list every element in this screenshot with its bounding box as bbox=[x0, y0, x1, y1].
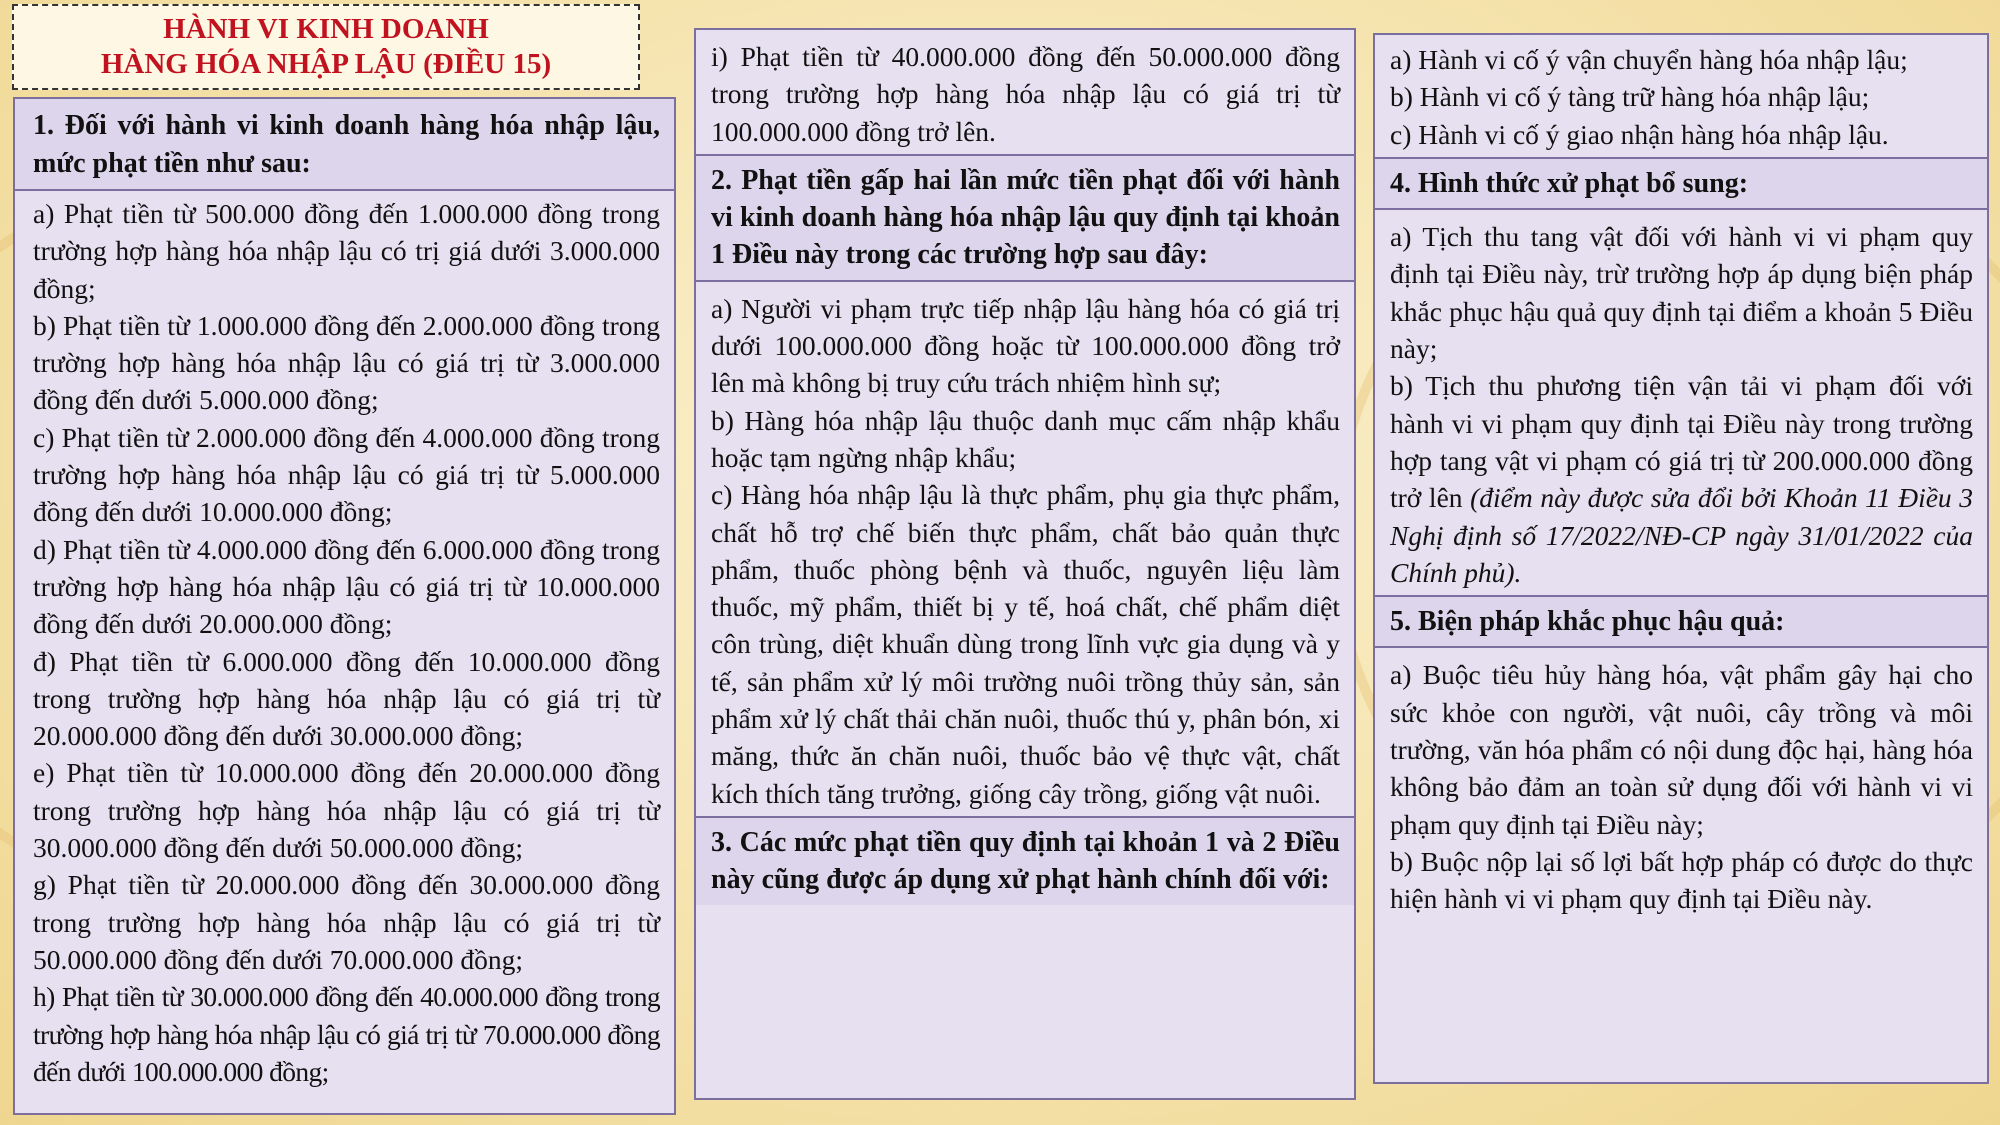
section-1-heading-text: 1. Đối với hành vi kinh doanh hàng hóa nhập lậu, mức phạt tiền như sau: bbox=[33, 110, 660, 179]
section-3-heading bbox=[696, 818, 1354, 905]
section-2-column bbox=[694, 28, 1356, 1100]
section-3-item-b: b) Hành vi cố ý tàng trữ hàng hóa nhập lậu; bbox=[1390, 81, 1870, 113]
section-4-heading bbox=[1375, 159, 1987, 210]
section-2-item-c: c) Hàng hóa nhập lậu là thực phẩm, phụ gia thực phẩm, chất hỗ trợ chế biến thực phẩm, chất bảo quản thực phẩm, thuốc phòng bệnh và thuốc, nguyên liệu làm thuốc, mỹ phẩm, thiết bị y tế, hoá chất, chế phẩm diệt côn trùng, diệt khuẩn dùng trong lĩnh vực gia dụng và y tế, sản phẩm xử lý môi trường nuôi trồng thủy sản, sản phẩm xử lý chất thải chăn nuôi, thuốc thú y, phân bón, xi măng, thức ăn chăn nuôi, thuốc bảo vệ thực vật, chất kích thích tăng trưởng, giống cây trồng, giống vật nuôi. bbox=[711, 479, 1340, 809]
section-4-heading-text: 4. Hình thức xử phạt bổ sung: bbox=[1390, 167, 1749, 199]
section-1-body bbox=[15, 191, 674, 1090]
section-5-item-a: a) Buộc tiêu hủy hàng hóa, vật phẩm gây hại cho sức khỏe con người, vật nuôi, cây trồng và môi trường, văn hóa phẩm có nội dung độc hại, hàng hóa không bảo đảm an toàn sử dụng đối với hành vi vi phạm quy định tại Điều này; bbox=[1390, 659, 1973, 840]
section-2-heading-text: 2. Phạt tiền gấp hai lần mức tiền phạt đối với hành vi kinh doanh hàng hóa nhập lậu quy định tại khoản 1 Điều này trong các trường hợp sau đây: bbox=[711, 164, 1340, 271]
section-5-item-b: b) Buộc nộp lại số lợi bất hợp pháp có được do thực hiện hành vi vi phạm quy định tại Điều này. bbox=[1390, 845, 1973, 915]
section-5-body bbox=[1375, 648, 1987, 921]
section-2-heading bbox=[696, 156, 1354, 282]
section-1-item-i bbox=[696, 30, 1354, 156]
section-3-heading-text: 3. Các mức phạt tiền quy định tại khoản 1 và 2 Điều này cũng được áp dụng xử phạt hành chính đối với: bbox=[711, 826, 1340, 896]
section-1-item-i-text: i) Phạt tiền từ 40.000.000 đồng đến 50.000.000 đồng trong trường hợp hàng hóa nhập lậu có giá trị từ 100.000.000 đồng trở lên. bbox=[711, 41, 1340, 147]
section-5-heading bbox=[1375, 597, 1987, 648]
section-3-body bbox=[1375, 35, 1987, 159]
title-line-1: HÀNH VI KINH DOANH bbox=[163, 13, 489, 45]
section-3-item-a: a) Hành vi cố ý vận chuyển hàng hóa nhập lậu; bbox=[1390, 44, 1908, 75]
section-1-item-e: e) Phạt tiền từ 10.000.000 đồng đến 20.000.000 đồng trong trường hợp hàng hóa nhập lậu có giá trị từ 30.000.000 đồng đến dưới 50.000.000 đồng; bbox=[33, 757, 660, 864]
section-1-heading bbox=[15, 99, 674, 191]
section-2-item-a: a) Người vi phạm trực tiếp nhập lậu hàng hóa có giá trị dưới 100.000.000 đồng hoặc từ 100.000.000 đồng trở lên mà không bị truy cứu trách nhiệm hình sự; bbox=[711, 292, 1340, 399]
section-1-item-g: g) Phạt tiền từ 20.000.000 đồng đến 30.000.000 đồng trong trường hợp hàng hóa nhập lậu có giá trị từ 50.000.000 đồng đến dưới 70.000.000 đồng; bbox=[33, 869, 660, 975]
section-1-item-a: a) Phạt tiền từ 500.000 đồng đến 1.000.000 đồng trong trường hợp hàng hóa nhập lậu có trị giá dưới 3.000.000 đồng; bbox=[33, 198, 660, 304]
section-1-item-b: b) Phạt tiền từ 1.000.000 đồng đến 2.000.000 đồng trong trường hợp hàng hóa nhập lậu có giá trị từ 3.000.000 đồng đến dưới 5.000.000 đồng; bbox=[33, 309, 660, 416]
section-1-item-h: h) Phạt tiền từ 30.000.000 đồng đến 40.000.000 đồng trong trường hợp hàng hóa nhập lậu có giá trị từ 70.000.000 đồng đến dưới 100.000.000 đồng; bbox=[33, 981, 660, 1087]
section-1-item-c: c) Phạt tiền từ 2.000.000 đồng đến 4.000.000 đồng trong trường hợp hàng hóa nhập lậu có giá trị từ 5.000.000 đồng đến dưới 10.000.000 đồng; bbox=[33, 421, 660, 528]
section-2-body bbox=[696, 282, 1354, 818]
section-5-heading-text: 5. Biện pháp khắc phục hậu quả: bbox=[1390, 606, 1785, 638]
section-4-item-b-text: b) Tịch thu phương tiện vận tải vi phạm đối với hành vi vi phạm quy định tại Điều này trong trường hợp tang vật vi phạm có giá trị từ 200.000.000 đồng trở lên bbox=[1390, 370, 1973, 514]
section-3-5-column bbox=[1373, 33, 1989, 1084]
section-4-item-b bbox=[1390, 367, 1973, 591]
section-1-box bbox=[13, 97, 676, 1115]
title-line-2: HÀNG HÓA NHẬP LẬU (ĐIỀU 15) bbox=[100, 48, 552, 80]
section-3-item-c: c) Hành vi cố ý giao nhận hàng hóa nhập lậu. bbox=[1390, 118, 1889, 150]
section-4-item-b-note: (điểm này được sửa đổi bởi Khoản 11 Điều 3 Nghị định số 17/2022/NĐ-CP ngày 31/01/2022 của Chính phủ). bbox=[1390, 482, 1974, 588]
section-4-item-a: a) Tịch thu tang vật đối với hành vi vi phạm quy định tại Điều này, trừ trường hợp áp dụng biện pháp khắc phục hậu quả quy định tại điểm a khoản 5 Điều này; bbox=[1390, 221, 1973, 365]
title-box bbox=[12, 4, 640, 90]
section-1-item-dd: đ) Phạt tiền từ 6.000.000 đồng đến 10.000.000 đồng trong trường hợp hàng hóa nhập lậu có giá trị từ 20.000.000 đồng đến dưới 30.000.000 đồng; bbox=[33, 645, 660, 752]
section-2-item-b: b) Hàng hóa nhập lậu thuộc danh mục cấm nhập khẩu hoặc tạm ngừng nhập khẩu; bbox=[711, 404, 1340, 473]
section-1-item-d: d) Phạt tiền từ 4.000.000 đồng đến 6.000.000 đồng trong trường hợp hàng hóa nhập lậu có giá trị từ 10.000.000 đồng đến dưới 20.000.000 đồng; bbox=[33, 533, 660, 640]
section-4-body bbox=[1375, 210, 1987, 597]
